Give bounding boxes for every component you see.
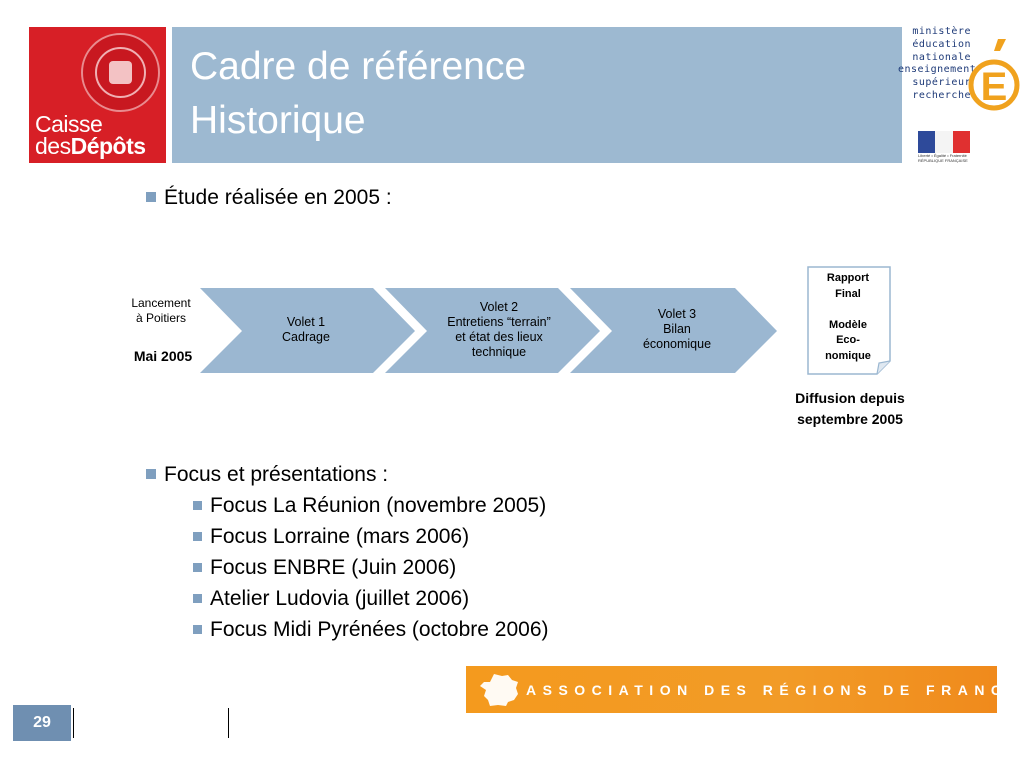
flag-white-band xyxy=(935,131,953,153)
logo-word-des: des xyxy=(35,133,71,159)
square-bullet-icon xyxy=(193,501,202,510)
focus-item-text: Focus La Réunion (novembre 2005) xyxy=(210,494,547,517)
footer-divider xyxy=(73,708,74,738)
step-2-label xyxy=(434,300,564,360)
rf-name: RÉPUBLIQUE FRANÇAISE xyxy=(918,158,968,163)
step-line: Bilan xyxy=(663,322,691,336)
step-1-label xyxy=(252,315,360,345)
report-line: Modèle xyxy=(829,318,867,331)
seal-ring xyxy=(95,47,146,98)
page-subtitle: Historique xyxy=(190,99,366,142)
ministry-e-logo-icon xyxy=(968,37,1020,117)
bullet-focus-text: Focus et présentations : xyxy=(164,463,389,486)
report-line: Eco- xyxy=(836,334,860,346)
bullet-focus xyxy=(146,463,388,487)
step-3-label xyxy=(622,307,732,352)
france-map-icon xyxy=(476,672,524,708)
rf-motto: Liberté • Égalité • Fraternité xyxy=(918,153,967,158)
step-line: et état des lieux xyxy=(455,330,543,344)
square-bullet-icon xyxy=(146,192,156,202)
report-line: Rapport xyxy=(826,272,870,284)
bullet-study xyxy=(146,186,392,210)
seal-icon xyxy=(81,33,160,112)
launch-line: à Poitiers xyxy=(135,311,187,325)
final-report-label xyxy=(807,271,889,364)
focus-item-text: Focus Lorraine (mars 2006) xyxy=(210,525,470,548)
focus-item-text: Focus Midi Pyrénées (octobre 2006) xyxy=(210,618,549,641)
focus-item-text: Atelier Ludovia (juillet 2006) xyxy=(210,587,470,610)
square-bullet-icon xyxy=(193,532,202,541)
logo-word-caisse: Caisse xyxy=(35,111,103,137)
focus-item xyxy=(193,618,549,642)
diffusion-note xyxy=(770,388,930,430)
ministry-line: recherche xyxy=(912,89,971,101)
square-bullet-icon xyxy=(193,563,202,572)
square-bullet-icon xyxy=(193,594,202,603)
launch-date: Mai 2005 xyxy=(133,348,193,364)
title-bar xyxy=(172,27,902,163)
ministry-line: éducation xyxy=(912,38,971,50)
step-line: Entretiens “terrain” xyxy=(447,315,551,329)
step-line: Volet 3 xyxy=(657,307,697,321)
svg-text:E: E xyxy=(980,65,1008,109)
report-line xyxy=(807,302,889,318)
report-line: nomique xyxy=(825,349,871,362)
ministry-logo-text xyxy=(898,26,977,103)
step-line: économique xyxy=(642,337,712,351)
ministry-line: supérieur xyxy=(912,77,971,89)
ministry-line: nationale xyxy=(912,51,971,63)
logo-word-des-depots xyxy=(35,133,146,160)
focus-item xyxy=(193,525,469,549)
flag-red-band xyxy=(953,131,970,153)
launch-label xyxy=(118,296,204,326)
focus-item xyxy=(193,494,546,518)
page-number: 29 xyxy=(13,705,71,741)
republique-francaise-flag-icon xyxy=(918,131,970,153)
square-bullet-icon xyxy=(193,625,202,634)
launch-line: Lancement xyxy=(131,296,191,310)
diffusion-line: Diffusion depuis xyxy=(795,390,905,406)
page-title: Cadre de référence xyxy=(190,45,527,88)
focus-item xyxy=(193,556,456,580)
caisse-des-depots-logo xyxy=(29,27,166,163)
square-bullet-icon xyxy=(146,469,156,479)
step-line: Cadrage xyxy=(282,330,330,344)
step-line: Volet 2 xyxy=(479,300,519,314)
seal-crest-icon xyxy=(109,61,132,84)
bullet-study-text: Étude réalisée en 2005 : xyxy=(164,186,392,209)
step-line: technique xyxy=(471,345,527,359)
focus-item xyxy=(193,587,469,611)
step-line: Volet 1 xyxy=(286,315,326,329)
regions-de-france-banner xyxy=(466,666,1024,713)
focus-item-text: Focus ENBRE (Juin 2006) xyxy=(210,556,457,579)
diffusion-line: septembre 2005 xyxy=(797,411,903,427)
banner-text: ASSOCIATION DES RÉGIONS DE FRANCE xyxy=(526,682,1024,698)
logo-word-depots: Dépôts xyxy=(70,133,146,159)
ministry-line: enseignement xyxy=(898,64,977,76)
flag-blue-band xyxy=(918,131,935,153)
report-line: Final xyxy=(835,287,861,300)
ministry-line: ministère xyxy=(912,26,971,37)
footer-divider xyxy=(228,708,229,738)
